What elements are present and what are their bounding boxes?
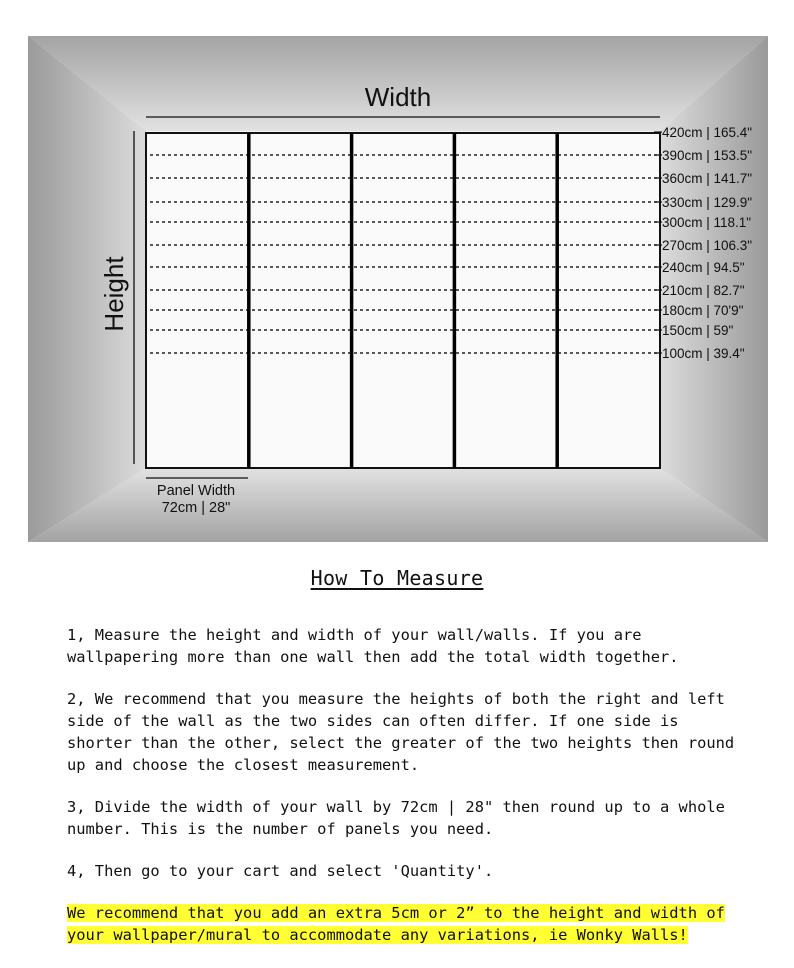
- wall-panels: [146, 133, 660, 468]
- height-label: Height: [99, 256, 129, 332]
- room-measurement-diagram: [28, 36, 768, 542]
- page-title: How To Measure: [310, 566, 484, 590]
- height-marker-label: 270cm | 106.3": [662, 238, 753, 253]
- height-marker-label: 390cm | 153.5": [662, 148, 753, 163]
- instruction-step-1: 1, Measure the height and width of your wall/walls. If you are wallpapering more than one wall then add the total width together.: [67, 626, 679, 666]
- height-marker-label: 300cm | 118.1": [662, 215, 752, 230]
- highlighted-note: We recommend that you add an extra 5cm or 2” to the height and width of your wallpaper/mural to accommodate any variations, ie Wonky Walls!: [67, 904, 725, 944]
- panel-width-value: 72cm | 28": [161, 500, 231, 516]
- height-marker-label: 240cm | 94.5": [662, 260, 745, 275]
- instruction-step-2: 2, We recommend that you measure the heights of both the right and left side of the wall as the two sides can often differ. If one side is shorter than the other, select the greater of the two heights then round up and choose the closest measurement.: [67, 690, 735, 774]
- height-marker-label: 180cm | 70'9": [662, 303, 744, 318]
- instruction-step-4: 4, Then go to your cart and select 'Quantity'.: [67, 862, 494, 880]
- height-marker-label: 100cm | 39.4": [662, 346, 745, 361]
- instruction-step-3: 3, Divide the width of your wall by 72cm | 28" then round up to a whole number. This is the number of panels you need.: [67, 798, 725, 838]
- panel-width-label: Panel Width: [156, 483, 236, 499]
- instructions: [67, 624, 767, 946]
- width-label: Width: [364, 82, 432, 112]
- height-marker-label: 210cm | 82.7": [662, 283, 745, 298]
- height-marker-label: 330cm | 129.9": [662, 195, 753, 210]
- height-marker-label: 360cm | 141.7": [662, 171, 753, 186]
- height-marker-label: 150cm | 59": [662, 323, 734, 338]
- height-marker-label: 420cm | 165.4": [662, 125, 753, 140]
